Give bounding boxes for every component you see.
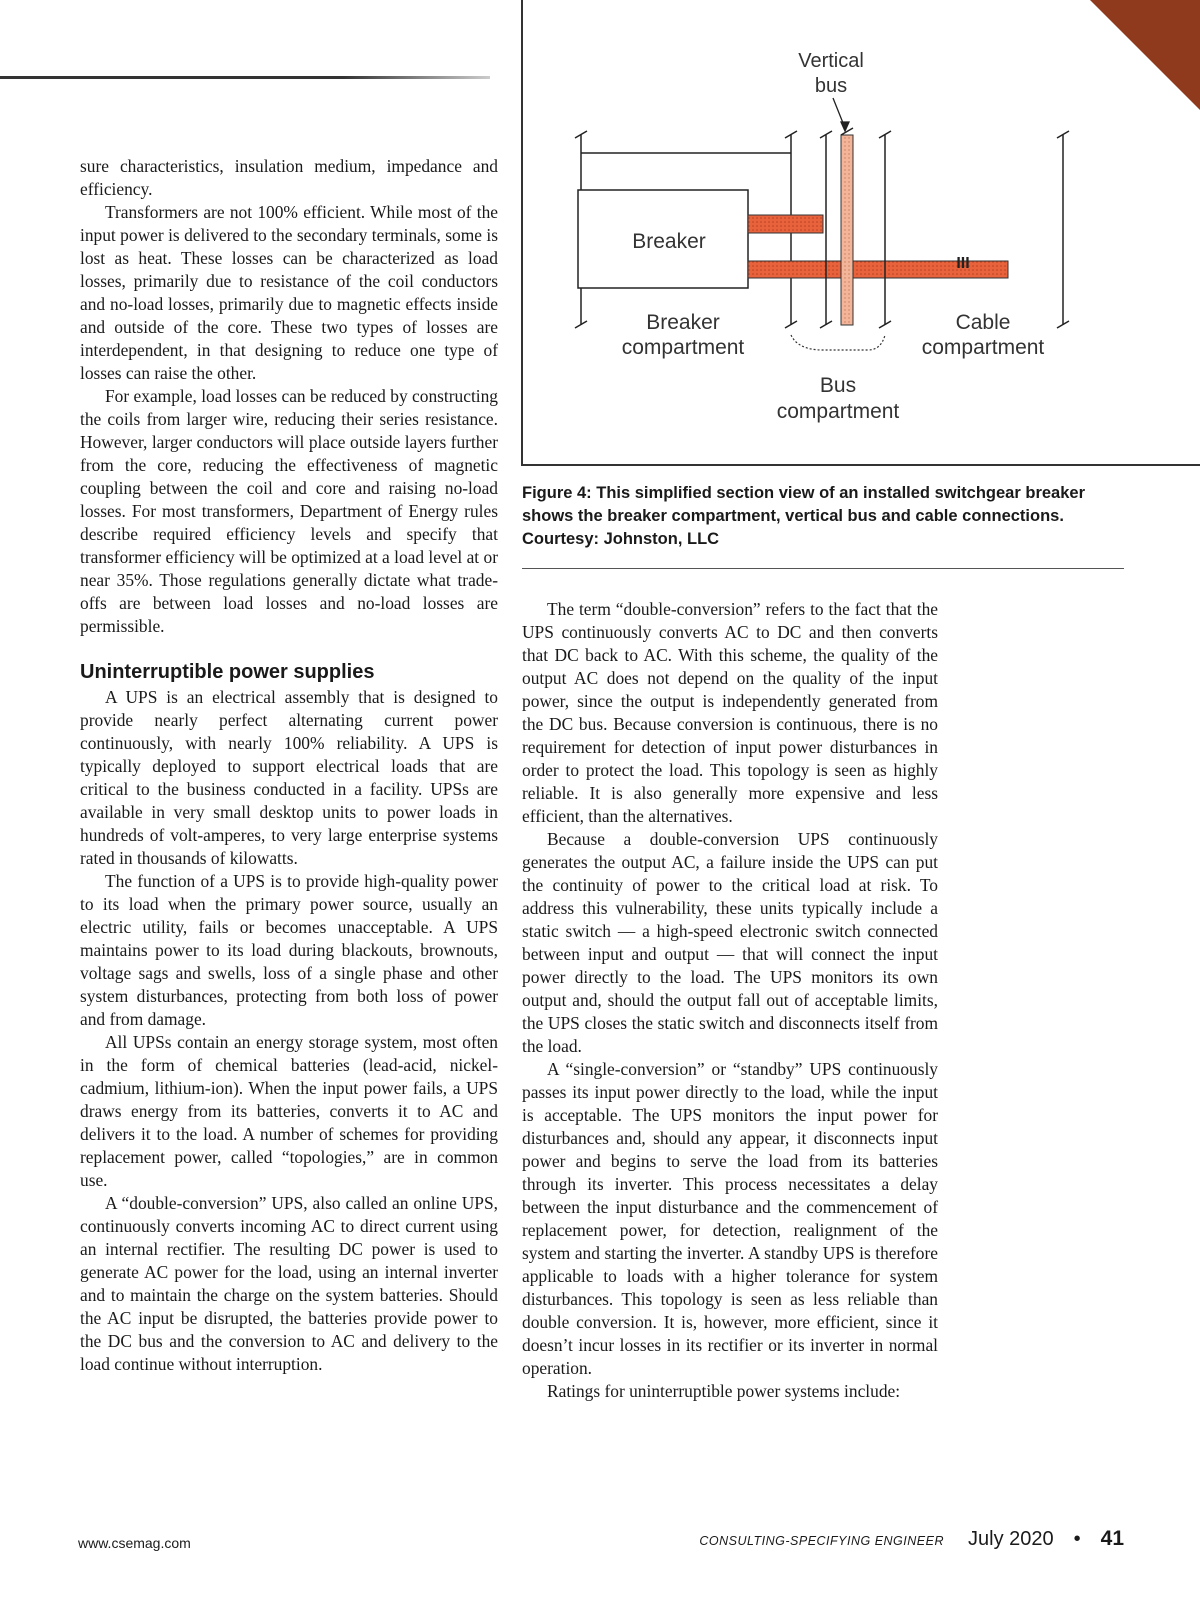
footer-date: July 2020 — [968, 1528, 1054, 1550]
paragraph: A “double-conversion” UPS, also called an online UPS, continuously converts incoming AC to direct current using an internal rectifier. The resulting DC power is used to generate AC power for the load, using an internal inverter and to maintain the charge on the system batteries. Should the AC input be disrupted, the batteries provide power to the DC bus and the conversion to AC and delivery to the load continue without interruption. — [80, 1193, 498, 1374]
paragraph: Transformers are not 100% efficient. While most of the input power is delivered to the secondary terminals, some is lost as heat. These losses can be characterized as load losses, primarily due to resistance of the coil conductors and no-load losses, primarily due to magnetic effects inside and outside of the core. These two types of losses are interdependent, in that designing to reduce one type of losses can raise the other. — [80, 202, 498, 383]
paragraph: The term “double-conversion” refers to the fact that the UPS continuously converts AC to DC and then converts that DC back to AC. With this scheme, the quality of the output AC does not depend on the quality of the input power, since the output is independently generated from the DC bus. Because conversion is continuous, there is no requirement for detection of input power disturbances in order to protect the load. This topology is seen as highly reliable. It is also generally more expensive and less efficient, than the alternatives. — [522, 599, 938, 826]
header-rule — [0, 76, 490, 79]
vertical-bus-arrow — [833, 98, 849, 131]
paragraph: The function of a UPS is to provide high-quality power to its load when the primary power source, usually an electric utility, fails or becomes unacceptable. A UPS maintains power to its load during blackouts, brownouts, voltage sags and swells, loss of a single phase and other system disturbances, protecting from both loss of power and from damage. — [80, 871, 498, 1029]
footer-website: www.csemag.com — [78, 1535, 191, 1551]
vertical-bus — [841, 135, 853, 325]
bus-compartment-label-1: Bus — [819, 374, 857, 397]
footer-bullet: • — [1073, 1528, 1081, 1550]
vertical-bus-label-2: bus — [814, 75, 848, 97]
paragraph: All UPSs contain an energy storage system, most often in the form of chemical batteries (lead-acid, nickel-cadmium, lithium-ion). When the input power fails, a UPS draws energy from its batteries, converts it to AC and delivers it to the load. A number of schemes for providing replacement power, called “topologies,” are in common use. — [80, 1032, 498, 1190]
footer-info — [699, 1527, 1124, 1551]
paragraph: Because a double-conversion UPS continuously generates the output AC, a failure inside the UPS can put the continuity of power to the critical load at risk. To address this vulnerability, these units typically include a static switch — a high-speed electronic switch connected between input and output — that will connect the input power directly to the load. The UPS monitors its own output and, should the output fall out of acceptable limits, the UPS closes the static switch and disconnects itself from the load. — [522, 829, 938, 1056]
page-number: 41 — [1100, 1527, 1124, 1550]
phase-mark: III — [956, 255, 970, 272]
paragraph: sure characteristics, insulation medium, impedance and efficiency. — [80, 156, 498, 199]
figure-caption: Figure 4: This simplified section view of an installed switchgear breaker shows the breaker compartment, vertical bus and cable connections. Courtesy: Johnston, LLC — [522, 484, 1085, 548]
breaker-compartment-label-1: Breaker — [646, 311, 720, 334]
paragraph: For example, load losses can be reduced by constructing the coils from larger wire, reducing their series resistance. However, larger conductors will place outside layers further from the core, reducing the effectiveness of magnetic coupling between the coil and core and raising no-load losses. For most transformers, Department of Energy rules describe required efficiency levels and specify that transformer efficiency will be optimized at a load level at or near 35%. Those regulations generally dictate what trade-offs are between load losses and no-load losses are permissible. — [80, 386, 498, 636]
upper-stab — [748, 215, 823, 233]
switchgear-diagram — [523, 0, 1199, 462]
bus-compartment-bracket — [791, 335, 885, 350]
section-heading: Uninterruptible power supplies — [80, 661, 375, 683]
caption-rule — [522, 568, 1124, 569]
footer-magazine: CONSULTING-SPECIFYING ENGINEER — [699, 1534, 944, 1548]
vertical-bus-caps — [820, 128, 1069, 328]
bus-compartment-label-2: compartment — [776, 400, 900, 423]
paragraph: A “single-conversion” or “standby” UPS continuously passes its input power directly to the load, while the input is acceptable. The UPS monitors the input power for disturbances and, should any appear, it disconnects input power and begins to serve the load from its batteries through its inverter. This process necessitates a delay between the input disturbance and the commencement of replacement power, for detection, realignment of the system and starting the inverter. A standby UPS is therefore applicable to loads with a higher tolerance for system disturbances. This topology is seen as less reliable than double conversion. It is, however, more efficient, since it doesn’t incur losses in its rectifier or its inverter in normal operation. — [522, 1059, 938, 1378]
breaker-compartment-label-2: compartment — [621, 336, 745, 359]
paragraph: A UPS is an electrical assembly that is designed to provide nearly perfect alternating current power continuously, with nearly 100% reliability. A UPS is typically deployed to support electrical loads that are critical to the business conducted in a facility. UPSs are available in very small desktop units to power loads in hundreds of volt-amperes, to very large enterprise systems rated in thousands of kilowatts. — [80, 687, 498, 868]
vertical-bus-label-1: Vertical — [798, 50, 864, 72]
breaker-label: Breaker — [632, 230, 706, 253]
right-column — [522, 598, 938, 1403]
cable-compartment-label-1: Cable — [955, 311, 1011, 334]
paragraph: Ratings for uninterruptible power systems include: — [547, 1381, 901, 1401]
figure-frame — [521, 0, 1200, 466]
cable-compartment-label-2: compartment — [921, 336, 1045, 359]
left-column — [80, 155, 498, 1376]
